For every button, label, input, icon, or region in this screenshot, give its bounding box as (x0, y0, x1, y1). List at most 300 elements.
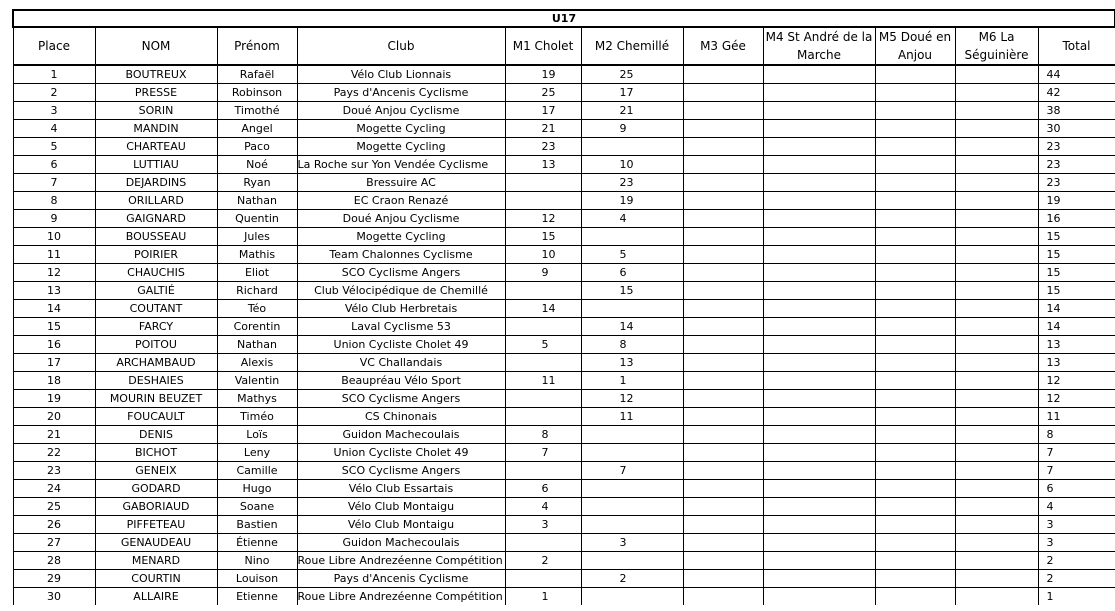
cell-m6 (955, 318, 1038, 336)
cell-m5 (875, 300, 955, 318)
cell-m5 (875, 390, 955, 408)
cell-nom: DEJARDINS (95, 174, 217, 192)
cell-club: Mogette Cycling (297, 138, 505, 156)
cell-m1: 13 (505, 156, 581, 174)
cell-m6 (955, 516, 1038, 534)
cell-nom: COURTIN (95, 570, 217, 588)
cell-prenom: Angel (217, 120, 297, 138)
cell-nom: MANDIN (95, 120, 217, 138)
cell-nom: FARCY (95, 318, 217, 336)
cell-m1: 2 (505, 552, 581, 570)
cell-m5 (875, 192, 955, 210)
cell-m2: 19 (581, 192, 683, 210)
cell-prenom: Soane (217, 498, 297, 516)
cell-m3 (683, 480, 763, 498)
cell-m1 (505, 174, 581, 192)
cell-m3 (683, 300, 763, 318)
cell-m6 (955, 138, 1038, 156)
cell-total: 30 (1038, 120, 1115, 138)
cell-m3 (683, 390, 763, 408)
cell-m5 (875, 444, 955, 462)
cell-m2: 9 (581, 120, 683, 138)
cell-nom: BOUTREUX (95, 65, 217, 84)
cell-place: 28 (13, 552, 95, 570)
cell-club: VC Challandais (297, 354, 505, 372)
cell-nom: CHARTEAU (95, 138, 217, 156)
cell-place: 23 (13, 462, 95, 480)
cell-m2 (581, 444, 683, 462)
cell-nom: GENAUDEAU (95, 534, 217, 552)
cell-m5 (875, 228, 955, 246)
cell-m4 (763, 156, 875, 174)
table-row (13, 65, 1115, 84)
cell-m2 (581, 300, 683, 318)
cell-place: 24 (13, 480, 95, 498)
cell-club: CS Chinonais (297, 408, 505, 426)
table-title: U17 (13, 10, 1115, 27)
cell-m5 (875, 318, 955, 336)
cell-m2: 25 (581, 65, 683, 84)
cell-m1 (505, 462, 581, 480)
cell-m6 (955, 426, 1038, 444)
cell-prenom: Nathan (217, 336, 297, 354)
cell-m3 (683, 354, 763, 372)
header-m4: M4 St André de la Marche (763, 27, 875, 65)
cell-place: 18 (13, 372, 95, 390)
table-row (13, 192, 1115, 210)
cell-m6 (955, 120, 1038, 138)
cell-m4 (763, 354, 875, 372)
cell-m1 (505, 192, 581, 210)
cell-m6 (955, 156, 1038, 174)
cell-m2: 8 (581, 336, 683, 354)
header-total: Total (1038, 27, 1115, 65)
cell-m6 (955, 534, 1038, 552)
cell-place: 19 (13, 390, 95, 408)
cell-m4 (763, 300, 875, 318)
cell-nom: ORILLARD (95, 192, 217, 210)
table-row (13, 300, 1115, 318)
cell-prenom: Camille (217, 462, 297, 480)
cell-nom: GABORIAUD (95, 498, 217, 516)
cell-m6 (955, 408, 1038, 426)
cell-m1: 3 (505, 516, 581, 534)
cell-prenom: Loïs (217, 426, 297, 444)
cell-prenom: Quentin (217, 210, 297, 228)
cell-m2: 23 (581, 174, 683, 192)
cell-nom: MOURIN BEUZET (95, 390, 217, 408)
cell-club: Doué Anjou Cyclisme (297, 210, 505, 228)
cell-place: 26 (13, 516, 95, 534)
table-row (13, 102, 1115, 120)
cell-club: Union Cycliste Cholet 49 (297, 336, 505, 354)
cell-nom: PRESSE (95, 84, 217, 102)
cell-total: 23 (1038, 156, 1115, 174)
cell-m3 (683, 282, 763, 300)
cell-m5 (875, 138, 955, 156)
cell-m1: 7 (505, 444, 581, 462)
cell-m2: 13 (581, 354, 683, 372)
cell-total: 23 (1038, 138, 1115, 156)
cell-prenom: Noé (217, 156, 297, 174)
cell-nom: DESHAIES (95, 372, 217, 390)
cell-prenom: Jules (217, 228, 297, 246)
header-m5: M5 Doué en Anjou (875, 27, 955, 65)
cell-m3 (683, 228, 763, 246)
cell-m3 (683, 570, 763, 588)
cell-m5 (875, 462, 955, 480)
cell-m5 (875, 65, 955, 84)
cell-m3 (683, 552, 763, 570)
cell-m3 (683, 102, 763, 120)
cell-total: 2 (1038, 552, 1115, 570)
cell-total: 16 (1038, 210, 1115, 228)
cell-nom: BICHOT (95, 444, 217, 462)
cell-m5 (875, 408, 955, 426)
cell-m6 (955, 336, 1038, 354)
cell-m6 (955, 228, 1038, 246)
table-row (13, 426, 1115, 444)
cell-m2 (581, 516, 683, 534)
cell-m4 (763, 174, 875, 192)
cell-m6 (955, 102, 1038, 120)
table-row (13, 156, 1115, 174)
cell-m6 (955, 210, 1038, 228)
cell-m6 (955, 192, 1038, 210)
table-row (13, 444, 1115, 462)
cell-m5 (875, 372, 955, 390)
cell-place: 10 (13, 228, 95, 246)
cell-nom: PIFFETEAU (95, 516, 217, 534)
cell-m5 (875, 498, 955, 516)
cell-total: 13 (1038, 336, 1115, 354)
cell-place: 14 (13, 300, 95, 318)
cell-m3 (683, 444, 763, 462)
cell-total: 23 (1038, 174, 1115, 192)
cell-m5 (875, 120, 955, 138)
cell-m3 (683, 318, 763, 336)
cell-m4 (763, 516, 875, 534)
cell-club: EC Craon Renazé (297, 192, 505, 210)
cell-total: 19 (1038, 192, 1115, 210)
cell-m2: 21 (581, 102, 683, 120)
cell-m1: 25 (505, 84, 581, 102)
cell-m4 (763, 372, 875, 390)
cell-place: 2 (13, 84, 95, 102)
cell-m3 (683, 588, 763, 606)
cell-club: Bressuire AC (297, 174, 505, 192)
cell-m3 (683, 462, 763, 480)
cell-m5 (875, 84, 955, 102)
cell-m5 (875, 534, 955, 552)
cell-m6 (955, 552, 1038, 570)
cell-nom: GAIGNARD (95, 210, 217, 228)
cell-nom: FOUCAULT (95, 408, 217, 426)
cell-m5 (875, 570, 955, 588)
cell-nom: MENARD (95, 552, 217, 570)
cell-m2: 12 (581, 390, 683, 408)
table-row (13, 498, 1115, 516)
cell-total: 11 (1038, 408, 1115, 426)
table-row (13, 408, 1115, 426)
cell-total: 1 (1038, 588, 1115, 606)
header-nom: NOM (95, 27, 217, 65)
cell-m4 (763, 138, 875, 156)
cell-m5 (875, 516, 955, 534)
cell-club: Vélo Club Lionnais (297, 65, 505, 84)
cell-m1: 4 (505, 498, 581, 516)
cell-total: 4 (1038, 498, 1115, 516)
cell-place: 22 (13, 444, 95, 462)
cell-m4 (763, 552, 875, 570)
cell-m4 (763, 588, 875, 606)
cell-club: Guidon Machecoulais (297, 426, 505, 444)
table-row (13, 318, 1115, 336)
cell-m1: 19 (505, 65, 581, 84)
cell-m4 (763, 390, 875, 408)
cell-total: 42 (1038, 84, 1115, 102)
cell-m4 (763, 282, 875, 300)
cell-m5 (875, 354, 955, 372)
cell-m4 (763, 264, 875, 282)
header-place: Place (13, 27, 95, 65)
table-row (13, 210, 1115, 228)
cell-m6 (955, 246, 1038, 264)
cell-total: 15 (1038, 228, 1115, 246)
cell-m6 (955, 354, 1038, 372)
table-row (13, 138, 1115, 156)
cell-m2: 11 (581, 408, 683, 426)
cell-m3 (683, 264, 763, 282)
cell-m1: 1 (505, 588, 581, 606)
cell-place: 16 (13, 336, 95, 354)
cell-place: 8 (13, 192, 95, 210)
cell-nom: SORIN (95, 102, 217, 120)
cell-m1 (505, 390, 581, 408)
cell-prenom: Richard (217, 282, 297, 300)
cell-club: Roue Libre Andrezéenne Compétition (297, 552, 505, 570)
cell-prenom: Corentin (217, 318, 297, 336)
cell-m4 (763, 102, 875, 120)
cell-total: 14 (1038, 318, 1115, 336)
cell-nom: GENEIX (95, 462, 217, 480)
cell-nom: GODARD (95, 480, 217, 498)
cell-place: 11 (13, 246, 95, 264)
cell-m2 (581, 588, 683, 606)
cell-place: 20 (13, 408, 95, 426)
table-row (13, 462, 1115, 480)
cell-m1: 5 (505, 336, 581, 354)
cell-m1: 10 (505, 246, 581, 264)
cell-club: Pays d'Ancenis Cyclisme (297, 570, 505, 588)
cell-m1: 17 (505, 102, 581, 120)
cell-m3 (683, 138, 763, 156)
table-row (13, 390, 1115, 408)
cell-place: 21 (13, 426, 95, 444)
cell-place: 17 (13, 354, 95, 372)
table-body (13, 65, 1115, 605)
cell-nom: POITOU (95, 336, 217, 354)
cell-m6 (955, 588, 1038, 606)
table-row (13, 336, 1115, 354)
cell-prenom: Etienne (217, 588, 297, 606)
cell-m2 (581, 552, 683, 570)
cell-place: 27 (13, 534, 95, 552)
cell-m3 (683, 246, 763, 264)
cell-m6 (955, 570, 1038, 588)
cell-m4 (763, 336, 875, 354)
cell-m2 (581, 480, 683, 498)
cell-club: La Roche sur Yon Vendée Cyclisme (297, 156, 505, 174)
cell-m1 (505, 354, 581, 372)
cell-nom: ALLAIRE (95, 588, 217, 606)
cell-m3 (683, 516, 763, 534)
cell-prenom: Mathys (217, 390, 297, 408)
cell-m3 (683, 336, 763, 354)
cell-club: SCO Cyclisme Angers (297, 264, 505, 282)
table-row (13, 516, 1115, 534)
cell-m2 (581, 498, 683, 516)
cell-prenom: Hugo (217, 480, 297, 498)
cell-total: 8 (1038, 426, 1115, 444)
table-row (13, 264, 1115, 282)
cell-m5 (875, 156, 955, 174)
cell-prenom: Leny (217, 444, 297, 462)
cell-m6 (955, 390, 1038, 408)
cell-m6 (955, 372, 1038, 390)
cell-m4 (763, 210, 875, 228)
cell-prenom: Rafaël (217, 65, 297, 84)
table-row (13, 228, 1115, 246)
cell-prenom: Paco (217, 138, 297, 156)
cell-club: Mogette Cycling (297, 120, 505, 138)
header-club: Club (297, 27, 505, 65)
cell-m5 (875, 282, 955, 300)
table-row (13, 282, 1115, 300)
cell-club: SCO Cyclisme Angers (297, 462, 505, 480)
cell-club: Doué Anjou Cyclisme (297, 102, 505, 120)
cell-m5 (875, 480, 955, 498)
cell-m3 (683, 372, 763, 390)
cell-prenom: Ryan (217, 174, 297, 192)
cell-m1: 15 (505, 228, 581, 246)
cell-m3 (683, 408, 763, 426)
cell-m5 (875, 102, 955, 120)
header-m1: M1 Cholet (505, 27, 581, 65)
cell-m4 (763, 462, 875, 480)
cell-nom: POIRIER (95, 246, 217, 264)
cell-nom: BOUSSEAU (95, 228, 217, 246)
cell-total: 15 (1038, 246, 1115, 264)
cell-prenom: Valentin (217, 372, 297, 390)
cell-club: Vélo Club Montaigu (297, 516, 505, 534)
cell-m4 (763, 534, 875, 552)
cell-m4 (763, 192, 875, 210)
cell-prenom: Nathan (217, 192, 297, 210)
cell-m6 (955, 84, 1038, 102)
cell-m1 (505, 282, 581, 300)
cell-m2: 14 (581, 318, 683, 336)
cell-nom: LUTTIAU (95, 156, 217, 174)
cell-club: Beaupréau Vélo Sport (297, 372, 505, 390)
table-row (13, 246, 1115, 264)
cell-prenom: Téo (217, 300, 297, 318)
header-m6: M6 La Séguinière (955, 27, 1038, 65)
cell-m2 (581, 228, 683, 246)
cell-prenom: Alexis (217, 354, 297, 372)
cell-prenom: Nino (217, 552, 297, 570)
cell-m4 (763, 480, 875, 498)
cell-m2: 15 (581, 282, 683, 300)
cell-m1: 9 (505, 264, 581, 282)
cell-m6 (955, 174, 1038, 192)
cell-club: Roue Libre Andrezéenne Compétition (297, 588, 505, 606)
cell-club: Guidon Machecoulais (297, 534, 505, 552)
cell-m6 (955, 65, 1038, 84)
cell-prenom: Mathis (217, 246, 297, 264)
cell-m4 (763, 444, 875, 462)
cell-nom: DENIS (95, 426, 217, 444)
cell-m1: 21 (505, 120, 581, 138)
cell-club: Union Cycliste Cholet 49 (297, 444, 505, 462)
cell-club: Vélo Club Essartais (297, 480, 505, 498)
cell-m4 (763, 426, 875, 444)
cell-m6 (955, 282, 1038, 300)
cell-nom: CHAUCHIS (95, 264, 217, 282)
cell-m3 (683, 498, 763, 516)
cell-prenom: Louison (217, 570, 297, 588)
cell-place: 9 (13, 210, 95, 228)
cell-place: 6 (13, 156, 95, 174)
cell-m6 (955, 264, 1038, 282)
cell-m5 (875, 246, 955, 264)
cell-m2: 10 (581, 156, 683, 174)
cell-m3 (683, 65, 763, 84)
cell-m1 (505, 570, 581, 588)
cell-m5 (875, 588, 955, 606)
cell-place: 30 (13, 588, 95, 606)
cell-m4 (763, 570, 875, 588)
cell-m4 (763, 84, 875, 102)
cell-total: 14 (1038, 300, 1115, 318)
cell-total: 12 (1038, 372, 1115, 390)
header-m2: M2 Chemillé (581, 27, 683, 65)
cell-total: 38 (1038, 102, 1115, 120)
cell-m1: 12 (505, 210, 581, 228)
cell-m3 (683, 84, 763, 102)
cell-m2: 6 (581, 264, 683, 282)
cell-nom: GALTIÉ (95, 282, 217, 300)
results-table (12, 9, 1115, 605)
cell-m2 (581, 426, 683, 444)
cell-total: 2 (1038, 570, 1115, 588)
cell-m3 (683, 192, 763, 210)
header-m3: M3 Gée (683, 27, 763, 65)
cell-place: 29 (13, 570, 95, 588)
cell-m1 (505, 408, 581, 426)
cell-m1: 14 (505, 300, 581, 318)
cell-m4 (763, 498, 875, 516)
cell-club: Mogette Cycling (297, 228, 505, 246)
cell-m6 (955, 498, 1038, 516)
cell-place: 25 (13, 498, 95, 516)
cell-nom: COUTANT (95, 300, 217, 318)
cell-prenom: Bastien (217, 516, 297, 534)
table-row (13, 174, 1115, 192)
table-row (13, 534, 1115, 552)
cell-m3 (683, 174, 763, 192)
cell-total: 3 (1038, 516, 1115, 534)
